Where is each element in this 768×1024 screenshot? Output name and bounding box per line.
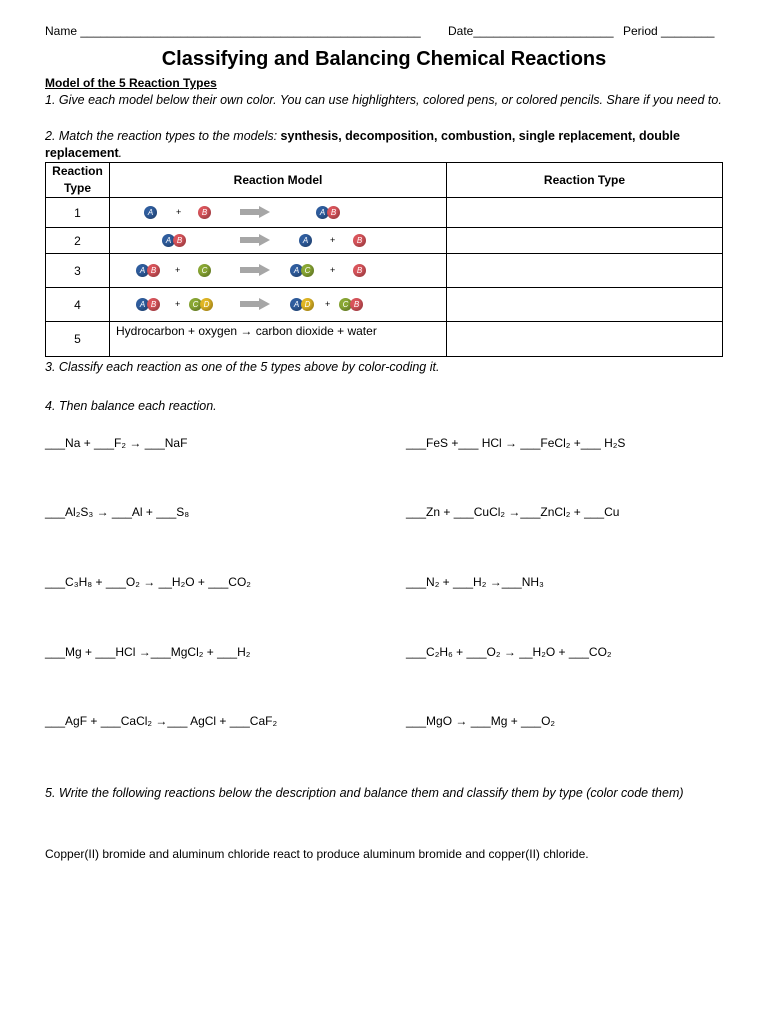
- question-5: 5. Write the following reactions below the description and balance them and classify them by type (color code them): [45, 786, 684, 800]
- page-title: Classifying and Balancing Chemical Reactions: [161, 48, 607, 70]
- row-number: 2: [46, 228, 110, 254]
- atom-b: B: [327, 206, 340, 219]
- ac-molecule: [290, 264, 314, 277]
- reaction-model-text: Hydrocarbon + oxygen → carbon dioxide + water: [110, 322, 447, 357]
- equation-left: ___Mg + ___HCl →___MgCl₂ + ___H₂: [45, 645, 251, 659]
- ab-molecule: [162, 234, 186, 247]
- reaction-type-answer-cell[interactable]: [447, 228, 723, 254]
- atom-c-molecule: [198, 264, 211, 277]
- ab-molecule: [316, 206, 340, 219]
- period-field-label: Period ________: [623, 24, 715, 38]
- atom-b: B: [353, 234, 366, 247]
- date-field-label: Date_____________________: [448, 24, 614, 38]
- atom-a: A: [162, 234, 175, 247]
- reaction-type-answer-cell[interactable]: [447, 254, 723, 288]
- atom-b: B: [147, 298, 160, 311]
- row-number: 5: [46, 322, 110, 357]
- atom-b: B: [350, 298, 363, 311]
- question-2: [45, 128, 725, 162]
- reaction-model-cell: [110, 254, 447, 288]
- equation-left: ___Al₂S₃ → ___Al + ___S₈: [45, 505, 190, 519]
- reaction-type-answer-cell[interactable]: [447, 288, 723, 322]
- question-1: 1. Give each model below their own color. You can use highlighters, colored pens, or colored pencils. Share if you need to.: [45, 93, 722, 107]
- atom-a: A: [290, 264, 303, 277]
- atom-a: A: [290, 298, 303, 311]
- table-row: [46, 228, 723, 254]
- question-4: 4. Then balance each reaction.: [45, 399, 217, 413]
- reaction-model-cell: [110, 228, 447, 254]
- reaction-arrow-icon: [240, 234, 270, 246]
- reaction-types-table: [45, 162, 723, 357]
- table-header-row: [46, 163, 723, 198]
- table-row: [46, 254, 723, 288]
- atom-a: A: [316, 206, 329, 219]
- atom-a-molecule: [299, 234, 312, 247]
- equation-right: ___MgO → ___Mg + ___O₂: [406, 714, 556, 728]
- row-number: 1: [46, 198, 110, 228]
- plus-sign: +: [175, 299, 181, 309]
- atom-c: C: [301, 264, 314, 277]
- ad-molecule: [290, 298, 314, 311]
- header-reaction-type-answer: Reaction Type: [447, 163, 723, 198]
- ab-molecule: [136, 264, 160, 277]
- plus-sign: +: [330, 265, 336, 275]
- atom-b: B: [173, 234, 186, 247]
- reaction-arrow-icon: [240, 264, 270, 276]
- question-3: 3. Classify each reaction as one of the 5 types above by color-coding it.: [45, 360, 440, 374]
- table-row: [46, 198, 723, 228]
- atom-a: A: [136, 298, 149, 311]
- plus-sign: +: [176, 207, 182, 217]
- reaction-model-cell: [110, 198, 447, 228]
- atom-c: C: [339, 298, 352, 311]
- atom-b-molecule: [353, 264, 366, 277]
- reaction-arrow-icon: [240, 206, 270, 218]
- cd-molecule: [189, 298, 213, 311]
- atom-c: C: [189, 298, 202, 311]
- atom-b: B: [198, 206, 211, 219]
- atom-a: A: [136, 264, 149, 277]
- plus-sign: +: [175, 265, 181, 275]
- plus-sign: +: [330, 235, 336, 245]
- question-2-suffix: .: [118, 146, 123, 160]
- row-number: 3: [46, 254, 110, 288]
- reaction-type-answer-cell[interactable]: [447, 322, 723, 357]
- table-row: [46, 288, 723, 322]
- section-subtitle: Model of the 5 Reaction Types: [45, 76, 217, 90]
- equation-left: ___AgF + ___CaCl₂ →___ AgCl + ___CaF₂: [45, 714, 278, 728]
- ab-molecule: [136, 298, 160, 311]
- name-field-label: Name ___________________________________________________: [45, 24, 421, 38]
- question-2-prefix: 2. Match the reaction types to the models:: [45, 129, 281, 143]
- equation-left: ___C₃H₈ + ___O₂ → __H₂O + ___CO₂: [45, 575, 251, 589]
- atom-b: B: [353, 264, 366, 277]
- reaction-arrow-icon: [240, 298, 270, 310]
- question-5-item: Copper(II) bromide and aluminum chloride react to produce aluminum bromide and copper(II) chloride.: [45, 847, 589, 861]
- plus-sign: +: [325, 299, 331, 309]
- equation-right: ___N₂ + ___H₂ →___NH₃: [406, 575, 544, 589]
- header-reaction-model: Reaction Model: [110, 163, 447, 198]
- equation-right: ___Zn + ___CuCl₂ →___ZnCl₂ + ___Cu: [406, 505, 620, 519]
- equation-left: ___Na + ___F₂ → ___NaF: [45, 436, 188, 450]
- row-number: 4: [46, 288, 110, 322]
- equation-right: ___FeS +___ HCl → ___FeCl₂ +___ H₂S: [406, 436, 626, 450]
- atom-a: A: [144, 206, 157, 219]
- atom-b: B: [147, 264, 160, 277]
- atom-b-molecule: [198, 206, 211, 219]
- reaction-model-cell: [110, 288, 447, 322]
- table-row: [46, 322, 723, 357]
- atom-d: D: [301, 298, 314, 311]
- atom-c: C: [198, 264, 211, 277]
- header-reaction-type: Reaction Type: [46, 163, 110, 198]
- cb-molecule: [339, 298, 363, 311]
- equation-right: ___C₂H₆ + ___O₂ → __H₂O + ___CO₂: [406, 645, 612, 659]
- reaction-type-answer-cell[interactable]: [447, 198, 723, 228]
- atom-a: A: [299, 234, 312, 247]
- atom-b-molecule: [353, 234, 366, 247]
- atom-a-molecule: [144, 206, 157, 219]
- atom-d: D: [200, 298, 213, 311]
- question-2-types: synthesis, decomposition, combustion, single replacement, double replacement: [45, 129, 680, 160]
